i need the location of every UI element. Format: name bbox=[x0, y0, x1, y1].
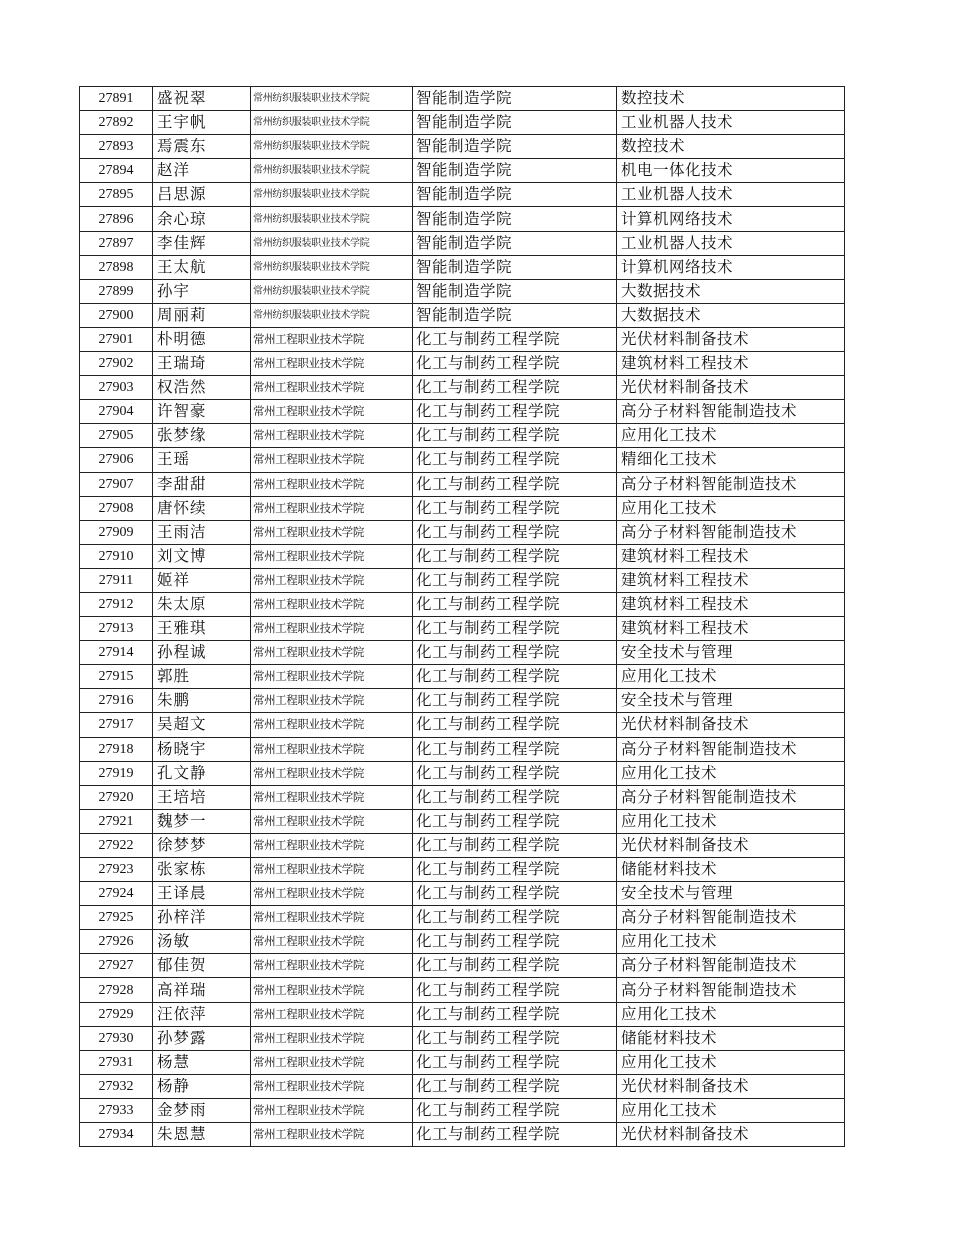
college-cell: 化工与制药工程学院 bbox=[413, 665, 617, 689]
table-row bbox=[80, 87, 845, 111]
school-cell: 常州工程职业技术学院 bbox=[251, 424, 413, 448]
school-cell: 常州工程职业技术学院 bbox=[251, 785, 413, 809]
school-cell: 常州工程职业技术学院 bbox=[251, 882, 413, 906]
college-cell: 化工与制药工程学院 bbox=[413, 496, 617, 520]
student-name-cell: 高祥瑞 bbox=[153, 978, 251, 1002]
table-row bbox=[80, 1098, 845, 1122]
student-id-cell: 27918 bbox=[80, 737, 153, 761]
student-id-cell: 27934 bbox=[80, 1123, 153, 1147]
school-cell: 常州工程职业技术学院 bbox=[251, 713, 413, 737]
school-cell: 常州纺织服装职业技术学院 bbox=[251, 183, 413, 207]
college-cell: 化工与制药工程学院 bbox=[413, 1098, 617, 1122]
major-cell: 应用化工技术 bbox=[617, 1050, 845, 1074]
table-row bbox=[80, 544, 845, 568]
major-cell: 光伏材料制备技术 bbox=[617, 376, 845, 400]
major-cell: 建筑材料工程技术 bbox=[617, 617, 845, 641]
table-row bbox=[80, 1123, 845, 1147]
student-id-cell: 27916 bbox=[80, 689, 153, 713]
student-name-cell: 刘文博 bbox=[153, 544, 251, 568]
student-name-cell: 徐梦梦 bbox=[153, 833, 251, 857]
major-cell: 高分子材料智能制造技术 bbox=[617, 954, 845, 978]
major-cell: 大数据技术 bbox=[617, 303, 845, 327]
table-row bbox=[80, 400, 845, 424]
school-cell: 常州工程职业技术学院 bbox=[251, 641, 413, 665]
student-name-cell: 周丽莉 bbox=[153, 303, 251, 327]
college-cell: 化工与制药工程学院 bbox=[413, 1026, 617, 1050]
college-cell: 化工与制药工程学院 bbox=[413, 930, 617, 954]
college-cell: 化工与制药工程学院 bbox=[413, 785, 617, 809]
school-cell: 常州工程职业技术学院 bbox=[251, 737, 413, 761]
college-cell: 化工与制药工程学院 bbox=[413, 568, 617, 592]
school-cell: 常州工程职业技术学院 bbox=[251, 352, 413, 376]
student-id-cell: 27931 bbox=[80, 1050, 153, 1074]
school-cell: 常州纺织服装职业技术学院 bbox=[251, 231, 413, 255]
college-cell: 化工与制药工程学院 bbox=[413, 858, 617, 882]
student-id-cell: 27912 bbox=[80, 592, 153, 616]
student-name-cell: 汤敏 bbox=[153, 930, 251, 954]
table-body bbox=[80, 87, 845, 1147]
school-cell: 常州纺织服装职业技术学院 bbox=[251, 159, 413, 183]
major-cell: 数控技术 bbox=[617, 135, 845, 159]
student-name-cell: 王雅琪 bbox=[153, 617, 251, 641]
school-cell: 常州工程职业技术学院 bbox=[251, 930, 413, 954]
school-cell: 常州工程职业技术学院 bbox=[251, 1050, 413, 1074]
school-cell: 常州工程职业技术学院 bbox=[251, 496, 413, 520]
student-id-cell: 27922 bbox=[80, 833, 153, 857]
school-cell: 常州工程职业技术学院 bbox=[251, 858, 413, 882]
student-id-cell: 27927 bbox=[80, 954, 153, 978]
college-cell: 智能制造学院 bbox=[413, 207, 617, 231]
major-cell: 建筑材料工程技术 bbox=[617, 592, 845, 616]
student-id-cell: 27897 bbox=[80, 231, 153, 255]
major-cell: 精细化工技术 bbox=[617, 448, 845, 472]
major-cell: 大数据技术 bbox=[617, 279, 845, 303]
student-name-cell: 魏梦一 bbox=[153, 809, 251, 833]
student-table bbox=[79, 86, 845, 1147]
school-cell: 常州工程职业技术学院 bbox=[251, 376, 413, 400]
student-name-cell: 杨静 bbox=[153, 1074, 251, 1098]
student-name-cell: 张家栋 bbox=[153, 858, 251, 882]
college-cell: 化工与制药工程学院 bbox=[413, 376, 617, 400]
major-cell: 高分子材料智能制造技术 bbox=[617, 472, 845, 496]
college-cell: 化工与制药工程学院 bbox=[413, 1074, 617, 1098]
table-row bbox=[80, 809, 845, 833]
college-cell: 智能制造学院 bbox=[413, 183, 617, 207]
student-name-cell: 王瑞琦 bbox=[153, 352, 251, 376]
major-cell: 应用化工技术 bbox=[617, 761, 845, 785]
student-id-cell: 27911 bbox=[80, 568, 153, 592]
table-row bbox=[80, 737, 845, 761]
student-id-cell: 27913 bbox=[80, 617, 153, 641]
college-cell: 智能制造学院 bbox=[413, 159, 617, 183]
school-cell: 常州工程职业技术学院 bbox=[251, 592, 413, 616]
student-id-cell: 27908 bbox=[80, 496, 153, 520]
student-name-cell: 李佳辉 bbox=[153, 231, 251, 255]
table-row bbox=[80, 520, 845, 544]
college-cell: 化工与制药工程学院 bbox=[413, 520, 617, 544]
student-name-cell: 杨慧 bbox=[153, 1050, 251, 1074]
major-cell: 计算机网络技术 bbox=[617, 255, 845, 279]
student-name-cell: 张梦缘 bbox=[153, 424, 251, 448]
major-cell: 光伏材料制备技术 bbox=[617, 713, 845, 737]
student-name-cell: 许智豪 bbox=[153, 400, 251, 424]
student-name-cell: 王太航 bbox=[153, 255, 251, 279]
student-id-cell: 27909 bbox=[80, 520, 153, 544]
table-row bbox=[80, 617, 845, 641]
student-id-cell: 27929 bbox=[80, 1002, 153, 1026]
student-id-cell: 27905 bbox=[80, 424, 153, 448]
college-cell: 化工与制药工程学院 bbox=[413, 689, 617, 713]
student-id-cell: 27910 bbox=[80, 544, 153, 568]
college-cell: 智能制造学院 bbox=[413, 135, 617, 159]
student-id-cell: 27898 bbox=[80, 255, 153, 279]
table-row bbox=[80, 327, 845, 351]
school-cell: 常州工程职业技术学院 bbox=[251, 1123, 413, 1147]
student-name-cell: 权浩然 bbox=[153, 376, 251, 400]
table-row bbox=[80, 352, 845, 376]
table-row bbox=[80, 303, 845, 327]
table-row bbox=[80, 833, 845, 857]
college-cell: 智能制造学院 bbox=[413, 279, 617, 303]
college-cell: 化工与制药工程学院 bbox=[413, 906, 617, 930]
table-row bbox=[80, 279, 845, 303]
school-cell: 常州工程职业技术学院 bbox=[251, 400, 413, 424]
student-name-cell: 汪依萍 bbox=[153, 1002, 251, 1026]
table-row bbox=[80, 906, 845, 930]
major-cell: 储能材料技术 bbox=[617, 858, 845, 882]
school-cell: 常州纺织服装职业技术学院 bbox=[251, 279, 413, 303]
school-cell: 常州工程职业技术学院 bbox=[251, 1026, 413, 1050]
college-cell: 化工与制药工程学院 bbox=[413, 1002, 617, 1026]
table-row bbox=[80, 231, 845, 255]
table-row bbox=[80, 978, 845, 1002]
school-cell: 常州工程职业技术学院 bbox=[251, 472, 413, 496]
college-cell: 智能制造学院 bbox=[413, 303, 617, 327]
major-cell: 高分子材料智能制造技术 bbox=[617, 520, 845, 544]
college-cell: 化工与制药工程学院 bbox=[413, 472, 617, 496]
school-cell: 常州工程职业技术学院 bbox=[251, 1074, 413, 1098]
table-row bbox=[80, 858, 845, 882]
major-cell: 建筑材料工程技术 bbox=[617, 352, 845, 376]
table-row bbox=[80, 592, 845, 616]
table-row bbox=[80, 568, 845, 592]
student-name-cell: 吕思源 bbox=[153, 183, 251, 207]
major-cell: 应用化工技术 bbox=[617, 930, 845, 954]
college-cell: 化工与制药工程学院 bbox=[413, 1123, 617, 1147]
student-name-cell: 唐怀续 bbox=[153, 496, 251, 520]
major-cell: 储能材料技术 bbox=[617, 1026, 845, 1050]
student-name-cell: 余心琼 bbox=[153, 207, 251, 231]
school-cell: 常州工程职业技术学院 bbox=[251, 520, 413, 544]
student-name-cell: 姬祥 bbox=[153, 568, 251, 592]
school-cell: 常州纺织服装职业技术学院 bbox=[251, 303, 413, 327]
major-cell: 建筑材料工程技术 bbox=[617, 544, 845, 568]
student-id-cell: 27919 bbox=[80, 761, 153, 785]
college-cell: 化工与制药工程学院 bbox=[413, 448, 617, 472]
student-list-sheet bbox=[79, 86, 844, 1147]
student-name-cell: 朱鹏 bbox=[153, 689, 251, 713]
school-cell: 常州纺织服装职业技术学院 bbox=[251, 207, 413, 231]
school-cell: 常州纺织服装职业技术学院 bbox=[251, 111, 413, 135]
student-id-cell: 27932 bbox=[80, 1074, 153, 1098]
major-cell: 应用化工技术 bbox=[617, 1098, 845, 1122]
school-cell: 常州工程职业技术学院 bbox=[251, 833, 413, 857]
table-row bbox=[80, 472, 845, 496]
table-row bbox=[80, 689, 845, 713]
student-name-cell: 王宇帆 bbox=[153, 111, 251, 135]
college-cell: 化工与制药工程学院 bbox=[413, 352, 617, 376]
student-id-cell: 27933 bbox=[80, 1098, 153, 1122]
major-cell: 安全技术与管理 bbox=[617, 641, 845, 665]
student-name-cell: 孔文静 bbox=[153, 761, 251, 785]
college-cell: 智能制造学院 bbox=[413, 231, 617, 255]
college-cell: 化工与制药工程学院 bbox=[413, 592, 617, 616]
major-cell: 应用化工技术 bbox=[617, 496, 845, 520]
student-id-cell: 27926 bbox=[80, 930, 153, 954]
table-row bbox=[80, 496, 845, 520]
student-name-cell: 王瑶 bbox=[153, 448, 251, 472]
college-cell: 化工与制药工程学院 bbox=[413, 954, 617, 978]
school-cell: 常州工程职业技术学院 bbox=[251, 954, 413, 978]
college-cell: 化工与制药工程学院 bbox=[413, 327, 617, 351]
table-row bbox=[80, 111, 845, 135]
college-cell: 智能制造学院 bbox=[413, 255, 617, 279]
major-cell: 高分子材料智能制造技术 bbox=[617, 906, 845, 930]
student-name-cell: 王雨洁 bbox=[153, 520, 251, 544]
table-row bbox=[80, 1074, 845, 1098]
school-cell: 常州工程职业技术学院 bbox=[251, 327, 413, 351]
table-row bbox=[80, 1050, 845, 1074]
college-cell: 化工与制药工程学院 bbox=[413, 1050, 617, 1074]
major-cell: 应用化工技术 bbox=[617, 424, 845, 448]
college-cell: 化工与制药工程学院 bbox=[413, 833, 617, 857]
major-cell: 安全技术与管理 bbox=[617, 882, 845, 906]
table-row bbox=[80, 424, 845, 448]
student-id-cell: 27925 bbox=[80, 906, 153, 930]
student-id-cell: 27907 bbox=[80, 472, 153, 496]
major-cell: 高分子材料智能制造技术 bbox=[617, 737, 845, 761]
student-id-cell: 27923 bbox=[80, 858, 153, 882]
student-name-cell: 朱太原 bbox=[153, 592, 251, 616]
table-row bbox=[80, 761, 845, 785]
major-cell: 工业机器人技术 bbox=[617, 183, 845, 207]
student-id-cell: 27894 bbox=[80, 159, 153, 183]
college-cell: 化工与制药工程学院 bbox=[413, 617, 617, 641]
table-row bbox=[80, 159, 845, 183]
college-cell: 智能制造学院 bbox=[413, 111, 617, 135]
school-cell: 常州工程职业技术学院 bbox=[251, 1098, 413, 1122]
major-cell: 应用化工技术 bbox=[617, 665, 845, 689]
college-cell: 化工与制药工程学院 bbox=[413, 882, 617, 906]
student-id-cell: 27928 bbox=[80, 978, 153, 1002]
major-cell: 工业机器人技术 bbox=[617, 231, 845, 255]
college-cell: 化工与制药工程学院 bbox=[413, 713, 617, 737]
student-id-cell: 27924 bbox=[80, 882, 153, 906]
college-cell: 化工与制药工程学院 bbox=[413, 544, 617, 568]
student-id-cell: 27930 bbox=[80, 1026, 153, 1050]
student-id-cell: 27915 bbox=[80, 665, 153, 689]
student-id-cell: 27901 bbox=[80, 327, 153, 351]
student-name-cell: 郭胜 bbox=[153, 665, 251, 689]
college-cell: 化工与制药工程学院 bbox=[413, 737, 617, 761]
student-id-cell: 27902 bbox=[80, 352, 153, 376]
major-cell: 计算机网络技术 bbox=[617, 207, 845, 231]
table-row bbox=[80, 376, 845, 400]
major-cell: 光伏材料制备技术 bbox=[617, 1074, 845, 1098]
table-row bbox=[80, 1002, 845, 1026]
school-cell: 常州工程职业技术学院 bbox=[251, 1002, 413, 1026]
student-id-cell: 27899 bbox=[80, 279, 153, 303]
college-cell: 智能制造学院 bbox=[413, 87, 617, 111]
table-row bbox=[80, 641, 845, 665]
table-row bbox=[80, 954, 845, 978]
school-cell: 常州工程职业技术学院 bbox=[251, 978, 413, 1002]
student-id-cell: 27917 bbox=[80, 713, 153, 737]
student-name-cell: 盛祝翠 bbox=[153, 87, 251, 111]
table-row bbox=[80, 207, 845, 231]
major-cell: 光伏材料制备技术 bbox=[617, 327, 845, 351]
college-cell: 化工与制药工程学院 bbox=[413, 424, 617, 448]
table-row bbox=[80, 255, 845, 279]
school-cell: 常州工程职业技术学院 bbox=[251, 568, 413, 592]
student-id-cell: 27903 bbox=[80, 376, 153, 400]
major-cell: 高分子材料智能制造技术 bbox=[617, 785, 845, 809]
table-row bbox=[80, 713, 845, 737]
student-name-cell: 金梦雨 bbox=[153, 1098, 251, 1122]
college-cell: 化工与制药工程学院 bbox=[413, 809, 617, 833]
student-id-cell: 27892 bbox=[80, 111, 153, 135]
student-id-cell: 27921 bbox=[80, 809, 153, 833]
school-cell: 常州纺织服装职业技术学院 bbox=[251, 255, 413, 279]
major-cell: 光伏材料制备技术 bbox=[617, 1123, 845, 1147]
student-id-cell: 27893 bbox=[80, 135, 153, 159]
school-cell: 常州工程职业技术学院 bbox=[251, 665, 413, 689]
college-cell: 化工与制药工程学院 bbox=[413, 400, 617, 424]
school-cell: 常州纺织服装职业技术学院 bbox=[251, 135, 413, 159]
table-row bbox=[80, 1026, 845, 1050]
student-name-cell: 李甜甜 bbox=[153, 472, 251, 496]
student-name-cell: 焉震东 bbox=[153, 135, 251, 159]
student-id-cell: 27904 bbox=[80, 400, 153, 424]
table-row bbox=[80, 448, 845, 472]
school-cell: 常州工程职业技术学院 bbox=[251, 761, 413, 785]
major-cell: 应用化工技术 bbox=[617, 809, 845, 833]
student-name-cell: 朱恩慧 bbox=[153, 1123, 251, 1147]
student-name-cell: 孙程诚 bbox=[153, 641, 251, 665]
student-id-cell: 27920 bbox=[80, 785, 153, 809]
college-cell: 化工与制药工程学院 bbox=[413, 641, 617, 665]
table-row bbox=[80, 183, 845, 207]
table-row bbox=[80, 930, 845, 954]
table-row bbox=[80, 665, 845, 689]
major-cell: 机电一体化技术 bbox=[617, 159, 845, 183]
student-name-cell: 杨晓宇 bbox=[153, 737, 251, 761]
table-row bbox=[80, 135, 845, 159]
college-cell: 化工与制药工程学院 bbox=[413, 978, 617, 1002]
school-cell: 常州工程职业技术学院 bbox=[251, 906, 413, 930]
student-name-cell: 孙梦露 bbox=[153, 1026, 251, 1050]
student-name-cell: 王培培 bbox=[153, 785, 251, 809]
major-cell: 工业机器人技术 bbox=[617, 111, 845, 135]
student-name-cell: 赵洋 bbox=[153, 159, 251, 183]
major-cell: 高分子材料智能制造技术 bbox=[617, 978, 845, 1002]
student-id-cell: 27891 bbox=[80, 87, 153, 111]
student-name-cell: 孙梓洋 bbox=[153, 906, 251, 930]
major-cell: 数控技术 bbox=[617, 87, 845, 111]
student-id-cell: 27896 bbox=[80, 207, 153, 231]
college-cell: 化工与制药工程学院 bbox=[413, 761, 617, 785]
school-cell: 常州工程职业技术学院 bbox=[251, 617, 413, 641]
school-cell: 常州纺织服装职业技术学院 bbox=[251, 87, 413, 111]
student-id-cell: 27914 bbox=[80, 641, 153, 665]
student-id-cell: 27900 bbox=[80, 303, 153, 327]
school-cell: 常州工程职业技术学院 bbox=[251, 689, 413, 713]
student-id-cell: 27906 bbox=[80, 448, 153, 472]
student-name-cell: 郁佳贺 bbox=[153, 954, 251, 978]
major-cell: 高分子材料智能制造技术 bbox=[617, 400, 845, 424]
major-cell: 建筑材料工程技术 bbox=[617, 568, 845, 592]
table-row bbox=[80, 785, 845, 809]
major-cell: 应用化工技术 bbox=[617, 1002, 845, 1026]
student-name-cell: 朴明德 bbox=[153, 327, 251, 351]
student-id-cell: 27895 bbox=[80, 183, 153, 207]
major-cell: 安全技术与管理 bbox=[617, 689, 845, 713]
student-name-cell: 王译晨 bbox=[153, 882, 251, 906]
student-name-cell: 吴超文 bbox=[153, 713, 251, 737]
school-cell: 常州工程职业技术学院 bbox=[251, 448, 413, 472]
major-cell: 光伏材料制备技术 bbox=[617, 833, 845, 857]
student-name-cell: 孙宇 bbox=[153, 279, 251, 303]
school-cell: 常州工程职业技术学院 bbox=[251, 809, 413, 833]
table-row bbox=[80, 882, 845, 906]
school-cell: 常州工程职业技术学院 bbox=[251, 544, 413, 568]
